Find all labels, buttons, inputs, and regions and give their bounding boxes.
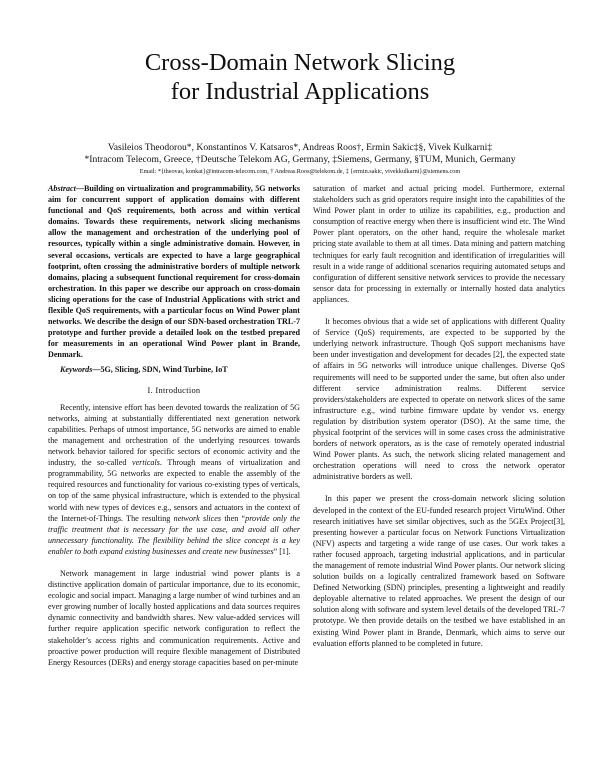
intro-p1-slices: network slices [173,513,222,523]
keywords-text: —5G, Slicing, SDN, Wind Turbine, IoT [92,364,228,374]
right-paragraph-1: saturation of market and actual pricing model. Furthermore, external stakeholders such as grid operators require insight into the capabilities of the Wind Power plant in order to utilize its capabilities, e.g., production and consumption of reactive energy when there is insufficient wind etc. The Wind Power plant operators, on the other hand, require the wholesale market pricing state available to them at all times. Data mining and pattern matching techniques for early fault recognition and identification of irregularities will result in a wide range of additional scenarios requiring automated setups and configuration of different sensitive network services to provide the necessary sensor data for processing in externally or internally hosted data analytics appliances. [313,184,565,304]
email-list: Email: *{theovas, konkat}@intracom-telecom.com, † Andreas.Roos@telekom.de, ‡ {ermin.sakic, vivekkulkarni}@siemens.com [139,168,461,175]
intro-p1-text-a: Recently, intensive effort has been devoted towards the realization of 5G networks, aiming at substantially differentiated next generation network capabilities. Perhaps of utmost importance, 5G networks are aimed to enable the management and orchestration of the underlying resources towards network behavior tailored for specific sectors of economic activity and the industry, the so-called [48,402,300,468]
intro-p1-text-c: then “ [221,513,246,523]
paper-title [0,48,600,106]
intro-paragraph-2: Network management in large industrial wind power plants is a distinctive application domain of particular importance, due to its economic, ecologic and social impact. Managing a large number of wind turbines and an ever growing number of locally hosted applications and data sources requires dynamic connectivity and bandwidth shares. New value-added services will further require application specific network configuration to reflect the stakeholder’s access rights and communication requirements. Active and proactive power production will require flexible management of Distributed Energy Resources (DERs) and energy storage capacities based on per-minute [48,569,300,667]
intro-p1-text-b: . Through means of virtualization and programmability, 5G networks are expected to enable the assembly of the required resources and functionality for various co-existing types of verticals, on top of the same physical infrastructure, which is extended to the physical world with new types of devices e.g., sensors and actuators in the context of the Internet-of-Things. The resulting [48,458,300,523]
section-heading-introduction: I. Introduction [147,385,201,395]
intro-p1-text-d: ” [1]. [273,546,291,556]
intro-paragraph-1 [48,402,300,557]
title-line-2: for Industrial Applications [170,78,430,105]
affiliation-list: *Intracom Telecom, Greece, †Deutsche Telekom AG, Germany, ‡Siemens, Germany, §TUM, Munich, Germany [84,154,516,165]
keywords [48,364,300,375]
right-column [313,183,565,649]
keywords-label: Keywords [60,364,93,374]
abstract-label: Abstract [48,184,76,193]
intro-p1-quote: provide only the traffic treatment that is necessary for the use case, and avoid all other unnecessary functionality. The flexibility behind the slice concept is a key enabler to both expand existing businesses and create new businesses [48,513,300,556]
title-line-1: Cross-Domain Network Slicing [144,49,456,76]
author-list: Vasileios Theodorou*, Konstantinos V. Katsaros*, Andreas Roos†, Ermin Sakic‡§, Vivek Kulkarni‡ [107,142,493,153]
right-paragraph-2: It becomes obvious that a wide set of applications with different Quality of Service (QoS) requirements, are expected to be supported by the underlying network infrastructure. Though QoS support mechanisms have been under investigation and development for decades [2], the expected state of affairs in 5G networks will introduce unique challenges. Diverse QoS requirements will need to be supported under the same, but often also under different service administration realms. Different service providers/stakeholders are expected to operate on network slices of the same infrastructure e.g., wind turbine firmware update by vendor vs. energy regulation by distribution system operator (DSO). At the same time, the physical footprint of the services will in some cases cross the administrative borders of network operators, as is the case of remotely operated industrial Wind Power plants. As such, the network slicing related management and orchestration operations will need to cross the network operator administrative borders as well. [313,317,565,482]
abstract-text: —Building on virtualization and programmability, 5G networks aim for concurrent support of application domains with different functional and QoS requirements, both across and within vertical domains. Towards these requirements, network slicing mechanisms allow the management and orchestration of the underlying pool of resources, typically within a single administrative domain. However, in several occasions, verticals are expected to have a large geographical footprint, often crossing the administrative borders of multiple network domains, placing a subsequent functional requirement for cross-domain orchestration. In this paper we describe our approach on cross-domain slicing operations for the case of Industrial Applications with strict and flexible QoS requirements, with a particular focus on Wind Power plant networks. We describe the design of our SDN-based orchestration TRL-7 prototype and further provide a detailed look on the testbed prepared for measurements in an operational Wind Power plant in Brande, Denmark. [48,184,300,360]
left-column [48,183,300,668]
abstract [48,183,300,361]
right-paragraph-3: In this paper we present the cross-domain network slicing solution developed in the context of the EU-funded research project VirtuWind. Other research initiatives have set similar objectives, such as the 5GEx Project[3], presenting however a particular focus on Network Functions Virtualization (NFV) aspects and targeting a wide range of use cases. Our work takes a rather focused approach, targeting industrial applications, and in particular the management of remote industrial Wind Power plants. Our network slicing solution builds on a logically centralized framework based on Software Defined Networking (SDN) principles, presenting a lightweight and readily deployable alternative to related approaches. We present the design of our solution along with software and system level details of the developed TRL-7 prototype. We then provide details on the testbed we have established in an existing Wind Power plant in Brande, Denmark, which aims to serve our evaluation efforts planned to be completed in future. [313,494,565,648]
intro-p1-verticals: verticals [132,458,160,468]
